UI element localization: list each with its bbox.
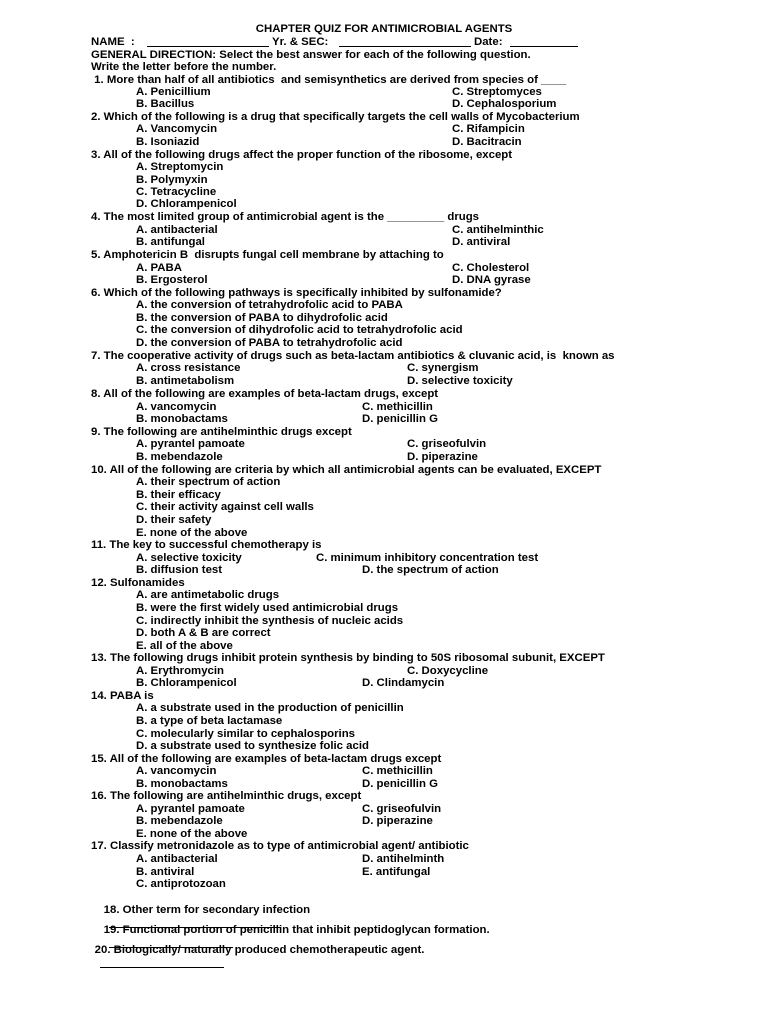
option-b: B. antimetabolism [136, 375, 235, 387]
option-c: C. methicillin [362, 401, 433, 413]
option-b: B. antifungal [136, 236, 205, 248]
option-e: E. none of the above [136, 527, 248, 539]
option-a: A. a substrate used in the production of penicillin [136, 702, 404, 714]
option-a: A. PABA [136, 262, 182, 274]
answer-blank-20[interactable] [100, 957, 224, 968]
option-b: B. Isoniazid [136, 136, 200, 148]
option-d: D. antihelminth [362, 853, 445, 865]
option-c: C. Tetracycline [136, 186, 217, 198]
options-row [0, 451, 478, 464]
option-d: D. Clindamycin [362, 677, 445, 689]
option-a: A. pyrantel pamoate [136, 803, 245, 815]
question-9: 9. The following are antihelminthic drugs except [91, 426, 352, 438]
question-10: 10. All of the following are criteria by which all antimicrobial agents can be evaluated, EXCEPT [91, 464, 602, 476]
option-d: D. piperazine [407, 451, 478, 463]
yr-sec-label: Yr. & SEC: [272, 36, 329, 48]
option-a: A. antibacterial [136, 224, 218, 236]
option-a: A. are antimetabolic drugs [136, 589, 280, 601]
option-d: D. their safety [136, 514, 212, 526]
option-d: D. both A & B are correct [136, 627, 271, 639]
option-b: B. antiviral [136, 866, 195, 878]
question-3: 3. All of the following drugs affect the proper function of the ribosome, except [91, 149, 513, 161]
fill-in-18-text: 18. Other term for secondary infection [103, 904, 311, 916]
option-b: B. the conversion of PABA to dihydrofolic acid [136, 312, 388, 324]
option-e: E. antifungal [362, 866, 431, 878]
options-row [0, 274, 531, 287]
option-d: D. Bacitracin [452, 136, 522, 148]
option-d: D. penicillin G [362, 778, 438, 790]
question-7: 7. The cooperative activity of drugs such as beta-lactam antibiotics & cluvanic acid, is known as [91, 350, 615, 362]
question-12: 12. Sulfonamides [91, 577, 185, 589]
options-row [0, 123, 525, 136]
option-b: B. Chlorampenicol [136, 677, 237, 689]
question-8: 8. All of the following are examples of beta-lactam drugs, except [91, 388, 439, 400]
fill-in-20-text: 20. Biologically/ naturally produced chemotherapeutic agent. [94, 944, 425, 956]
option-b: B. were the first widely used antimicrobial drugs [136, 602, 399, 614]
fill-in-19 [91, 911, 490, 936]
option-c: C. Cholesterol [452, 262, 530, 274]
option-d: D. Cephalosporium [452, 98, 557, 110]
option-c: C. Streptomyces [452, 86, 542, 98]
option-d: D. the spectrum of action [362, 564, 499, 576]
option-b: B. mebendazole [136, 451, 223, 463]
option-c: C. griseofulvin [407, 438, 487, 450]
name-field[interactable] [147, 36, 269, 47]
option-c: C. molecularly similar to cephalosporins [136, 728, 356, 740]
option-a: A. vancomycin [136, 401, 217, 413]
question-2: 2. Which of the following is a drug that specifically targets the cell walls of Mycobacterium [91, 111, 580, 123]
option-c: C. their activity against cell walls [136, 501, 314, 513]
option-d: D. a substrate used to synthesize folic acid [136, 740, 369, 752]
option-b: B. their efficacy [136, 489, 221, 501]
fill-in-19-text: 19. Functional portion of penicillin that inhibit peptidoglycan formation. [103, 924, 490, 936]
options-row [0, 236, 511, 249]
option-e: E. all of the above [136, 640, 233, 652]
option-a: A. antibacterial [136, 853, 218, 865]
options-row [0, 765, 433, 778]
option-c: C. synergism [407, 362, 479, 374]
option-b: B. Polymyxin [136, 174, 208, 186]
question-15: 15. All of the following are examples of beta-lactam drugs except [91, 753, 442, 765]
yr-sec-field[interactable] [339, 36, 471, 47]
question-4: 4. The most limited group of antimicrobial agent is the _________ drugs [91, 211, 480, 223]
question-17: 17. Classify metronidazole as to type of antimicrobial agent/ antibiotic [91, 840, 469, 852]
option-a: A. pyrantel pamoate [136, 438, 245, 450]
options-row [0, 413, 438, 426]
option-b: B. monobactams [136, 778, 228, 790]
options-row [0, 136, 522, 149]
fill-in-20 [82, 931, 425, 956]
option-a: A. selective toxicity [136, 552, 242, 564]
option-b: B. monobactams [136, 413, 228, 425]
question-16: 16. The following are antihelminthic drugs, except [91, 790, 362, 802]
option-a: A. vancomycin [136, 765, 217, 777]
question-11: 11. The key to successful chemotherapy is [91, 539, 322, 551]
option-c: C. griseofulvin [362, 803, 442, 815]
date-field[interactable] [510, 36, 578, 47]
option-d: D. piperazine [362, 815, 433, 827]
name-label: NAME : [91, 36, 135, 48]
option-a: A. their spectrum of action [136, 476, 281, 488]
options-row [0, 866, 431, 879]
quiz-title: CHAPTER QUIZ FOR ANTIMICROBIAL AGENTS [255, 23, 513, 35]
fill-in-18 [91, 891, 311, 916]
question-5: 5. Amphotericin B disrupts fungal cell membrane by attaching to [91, 249, 444, 261]
options-row [0, 98, 557, 111]
option-c: C. Rifampicin [452, 123, 525, 135]
question-1: 1. More than half of all antibiotics and semisynthetics are derived from species of ____ [91, 74, 567, 86]
option-b: B. a type of beta lactamase [136, 715, 283, 727]
options-row [0, 677, 445, 690]
option-c: C. Doxycycline [407, 665, 489, 677]
option-a: A. Vancomycin [136, 123, 218, 135]
option-a: A. the conversion of tetrahydrofolic acid to PABA [136, 299, 403, 311]
options-row [0, 778, 438, 791]
option-a: A. cross resistance [136, 362, 241, 374]
option-d: D. the conversion of PABA to tetrahydrofolic acid [136, 337, 403, 349]
option-c: C. minimum inhibitory concentration test [316, 552, 539, 564]
option-a: A. Penicillium [136, 86, 211, 98]
options-row [0, 362, 479, 375]
option-c: C. methicillin [362, 765, 433, 777]
option-b: B. diffusion test [136, 564, 223, 576]
option-b: B. Ergosterol [136, 274, 208, 286]
option-b: B. Bacillus [136, 98, 195, 110]
general-direction: GENERAL DIRECTION: Select the best answer for each of the following question. [91, 49, 531, 61]
direction-note: Write the letter before the number. [91, 61, 277, 73]
option-c: C. antihelminthic [452, 224, 544, 236]
student-info-line [0, 36, 503, 49]
options-row [0, 815, 433, 828]
question-13: 13. The following drugs inhibit protein synthesis by binding to 50S ribosomal subunit, EXCEPT [91, 652, 605, 664]
option-d: D. antiviral [452, 236, 511, 248]
options-row [0, 853, 445, 866]
option-d: D. DNA gyrase [452, 274, 531, 286]
date-label: Date: [474, 36, 503, 48]
options-row [0, 438, 487, 451]
option-a: A. Streptomycin [136, 161, 224, 173]
options-row [0, 564, 499, 577]
question-14: 14. PABA is [91, 690, 154, 702]
option-a: A. Erythromycin [136, 665, 224, 677]
option-c: C. antiprotozoan [136, 878, 226, 890]
option-e: E. none of the above [136, 828, 248, 840]
question-6: 6. Which of the following pathways is specifically inhibited by sulfonamide? [91, 287, 502, 299]
option-d: D. selective toxicity [407, 375, 513, 387]
option-d: D. penicillin G [362, 413, 438, 425]
options-row [0, 375, 513, 388]
option-d: D. Chlorampenicol [136, 198, 237, 210]
option-b: B. mebendazole [136, 815, 223, 827]
option-c: C. indirectly inhibit the synthesis of nucleic acids [136, 615, 404, 627]
option-c: C. the conversion of dihydrofolic acid to tetrahydrofolic acid [136, 324, 463, 336]
